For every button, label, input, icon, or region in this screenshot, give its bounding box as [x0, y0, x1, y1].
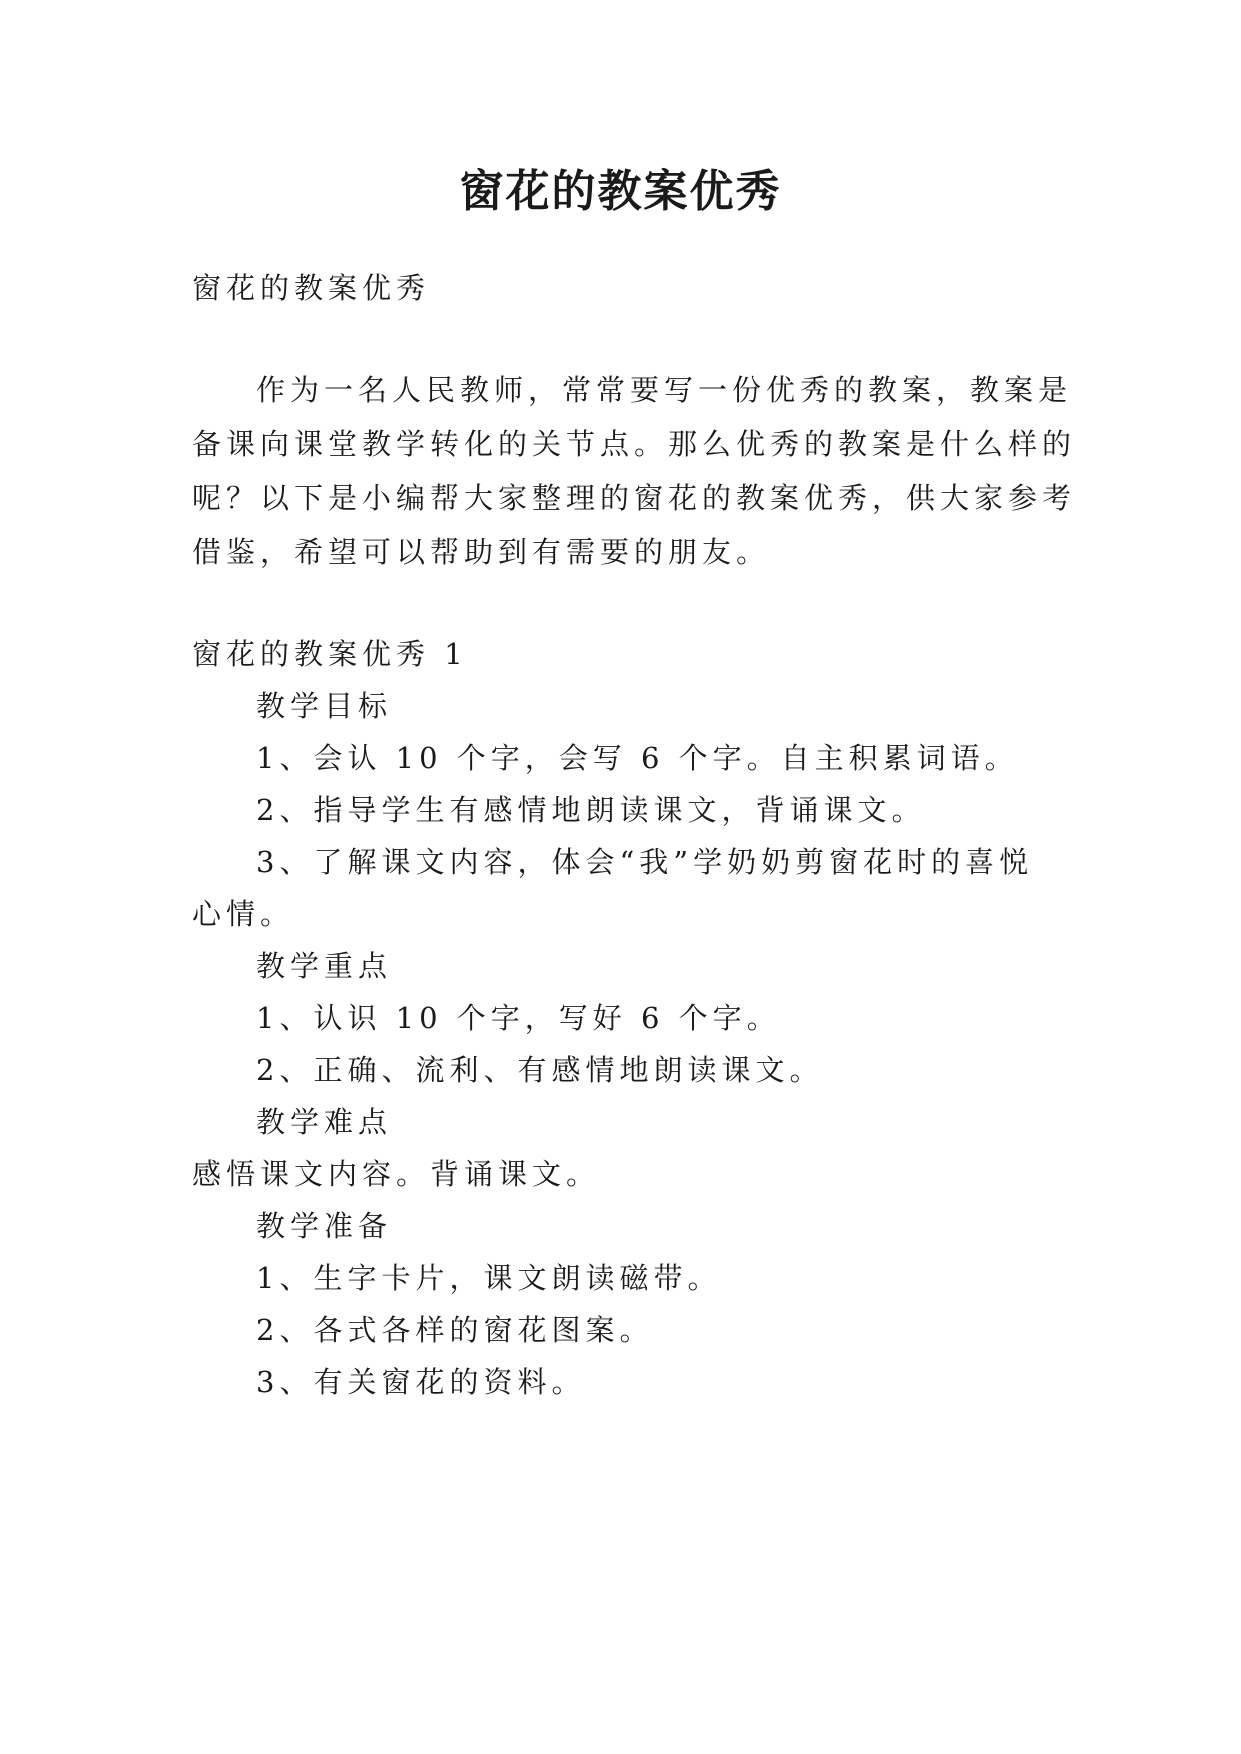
intro-line-2: 备课向课堂教学转化的关节点。那么优秀的教案是什么样的 [192, 427, 1077, 461]
intro-line-3: 呢？以下是小编帮大家整理的窗花的教案优秀，供大家参考 [192, 481, 1077, 515]
intro-line-1: 作为一名人民教师，常常要写一份优秀的教案，教案是 [256, 373, 1073, 407]
goal-item-3-line-2: 心情。 [192, 897, 295, 931]
preparation-item-1: 1、生字卡片，课文朗读磁带。 [256, 1261, 722, 1295]
goal-item-3-line-1: 3、了解课文内容，体会“我”学奶奶剪窗花时的喜悦 [256, 845, 1034, 879]
preparation-heading: 教学准备 [256, 1209, 393, 1243]
goal-item-2: 2、指导学生有感情地朗读课文，背诵课文。 [256, 793, 926, 827]
goal-item-1: 1、会认 10 个字，会写 6 个字。自主积累词语。 [256, 741, 1019, 775]
intro-line-4: 借鉴，希望可以帮助到有需要的朋友。 [192, 535, 771, 569]
preparation-item-2: 2、各式各样的窗花图案。 [256, 1313, 654, 1347]
document-title: 窗花的教案优秀 [459, 166, 782, 217]
goals-heading: 教学目标 [256, 689, 393, 723]
preparation-item-3: 3、有关窗花的资料。 [256, 1365, 586, 1399]
difficulty-text: 感悟课文内容。背诵课文。 [192, 1157, 601, 1191]
section-heading: 窗花的教案优秀 1 [192, 637, 468, 671]
key-point-item-2: 2、正确、流利、有感情地朗读课文。 [256, 1053, 824, 1087]
difficulty-heading: 教学难点 [256, 1105, 393, 1139]
key-points-heading: 教学重点 [256, 949, 393, 983]
key-point-item-1: 1、认识 10 个字，写好 6 个字。 [256, 1001, 781, 1035]
document-subtitle: 窗花的教案优秀 [192, 271, 431, 305]
